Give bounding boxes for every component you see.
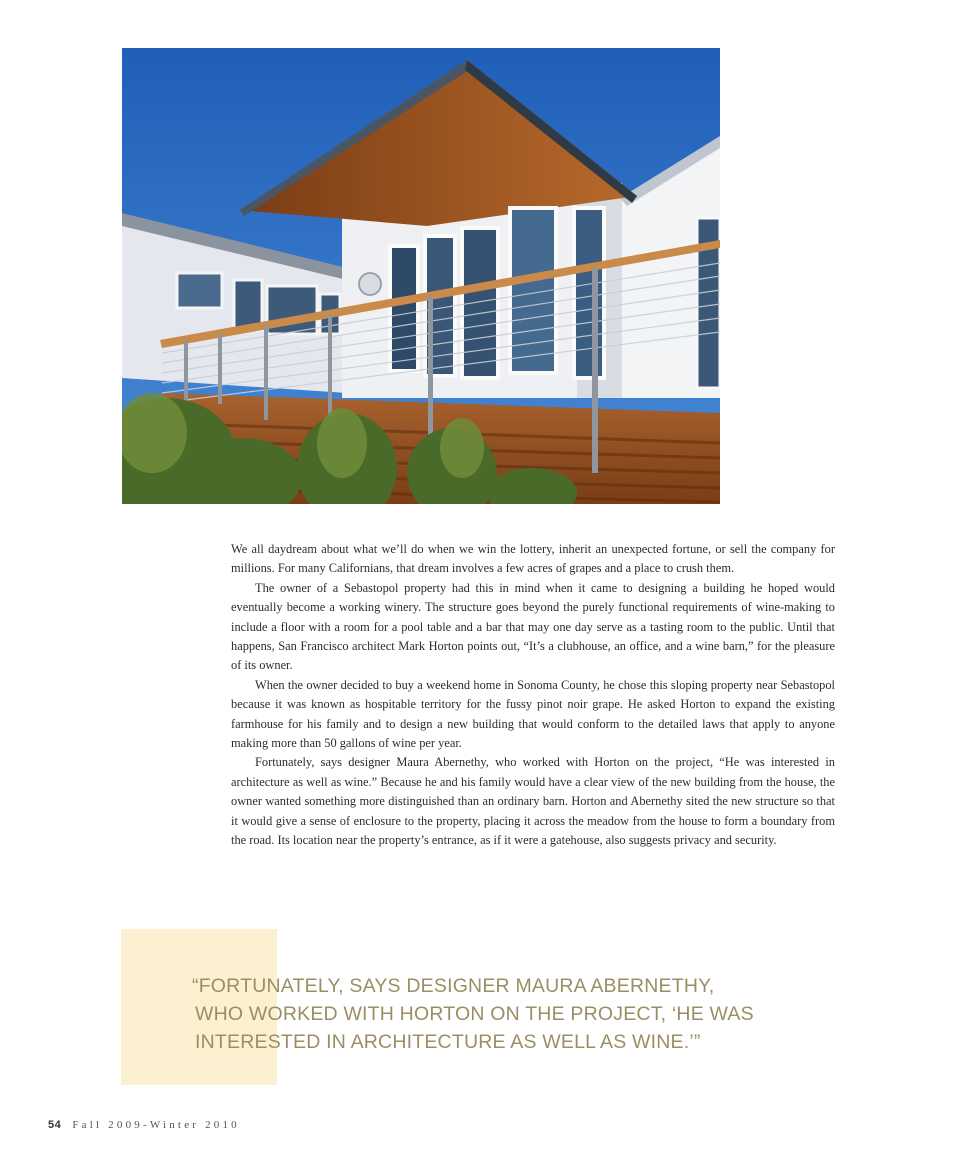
issue-date: Fall 2009-Winter 2010 <box>72 1119 240 1131</box>
house-with-deck-photo <box>122 48 720 504</box>
photo-illustration <box>122 48 720 504</box>
page-number: 54 <box>48 1119 62 1131</box>
article-paragraph: We all daydream about what we’ll do when we win the lottery, inherit an unexpected fortune, or sell the company for millions. For many Californians, that dream involves a few acres of grapes and a place to crush them. <box>231 542 835 576</box>
page-footer <box>48 1119 240 1135</box>
pull-quote-line: INTERESTED IN ARCHITECTURE AS WELL AS WINE.’” <box>195 1031 701 1053</box>
article-paragraph: The owner of a Sebastopol property had this in mind when it came to designing a building he hoped would eventually become a working winery. The structure goes beyond the purely functional requirements of wine-making to include a floor with a room for a pool table and a bar that may one day serve as a tasting room to the public. Until that happens, San Francisco architect Mark Horton points out, “It’s a clubhouse, an office, and a wine barn,” for the pleasure of its owner. <box>231 580 835 673</box>
pull-quote <box>192 972 812 1056</box>
article-body <box>231 540 835 851</box>
article-paragraph: When the owner decided to buy a weekend home in Sonoma County, he chose this sloping property near Sebastopol because it was known as hospitable territory for the fussy pinot noir grape. He asked Horton to expand the existing farmhouse for his family and to design a new building that would conform to the detailed laws that apply to anyone making more than 50 gallons of wine per year. <box>231 677 835 751</box>
pull-quote-line: WHO WORKED WITH HORTON ON THE PROJECT, ‘HE WAS <box>195 1003 754 1025</box>
article-paragraph: Fortunately, says designer Maura Abernethy, who worked with Horton on the project, “He was interested in architecture as well as wine.” Because he and his family would have a clear view of the new building from the house, the owner wanted something more distinguished than an ordinary barn. Horton and Abernethy sited the new structure so that it would give a sense of enclosure to the property, placing it across the meadow from the house to form a boundary from the road. Its location near the property’s entrance, as if it were a gatehouse, also suggests privacy and security. <box>231 755 835 848</box>
pull-quote-line: “FORTUNATELY, SAYS DESIGNER MAURA ABERNETHY, <box>192 975 715 997</box>
